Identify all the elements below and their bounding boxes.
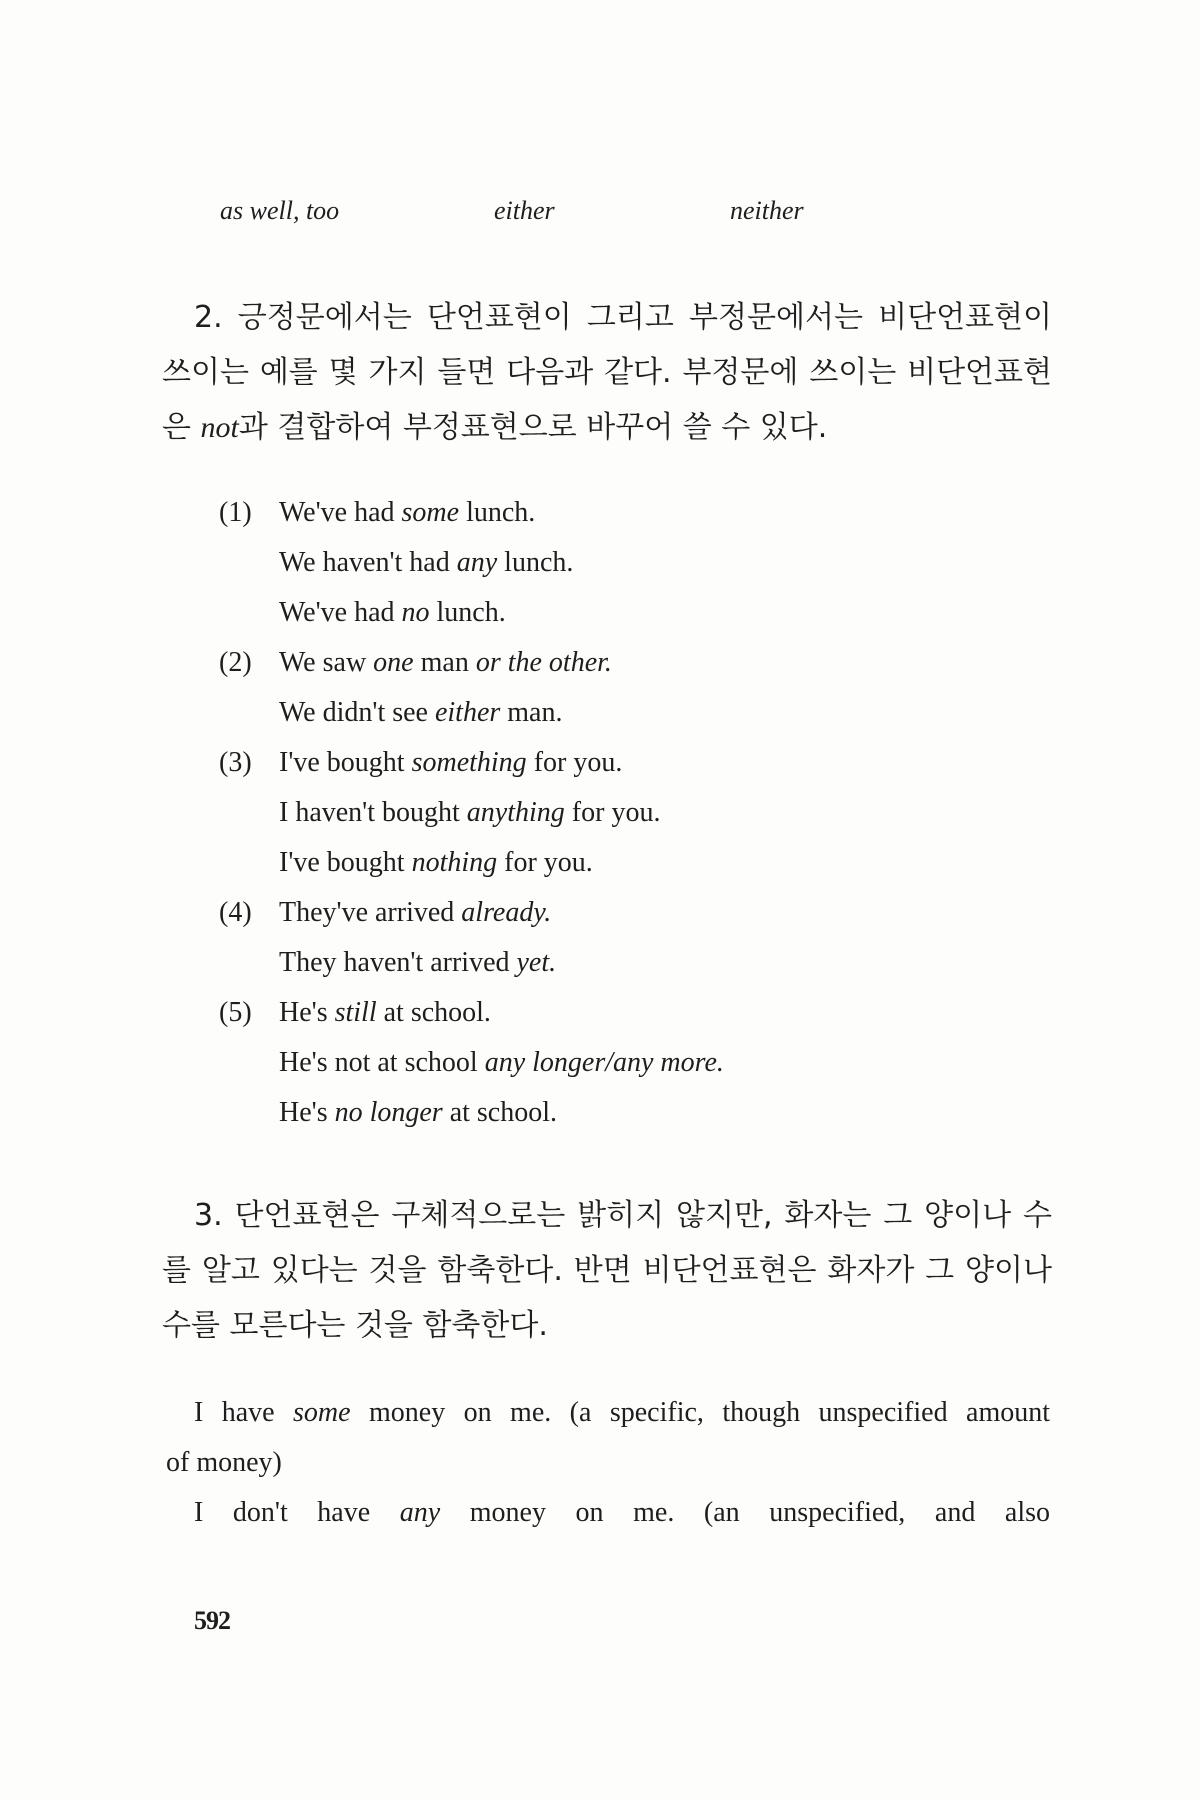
example-line xyxy=(219,788,1019,838)
example-line xyxy=(219,588,1019,638)
term-either: either xyxy=(494,196,555,225)
example-sentence: We've had some lunch. xyxy=(279,497,536,528)
example-line xyxy=(219,638,1019,688)
example-sentence: We saw one man or the other. xyxy=(279,647,612,678)
example-line xyxy=(219,738,1019,788)
example-sentence: I haven't bought anything for you. xyxy=(279,797,661,828)
term-neither: neither xyxy=(730,196,804,225)
example-sentence: We haven't had any lunch. xyxy=(279,547,574,578)
example-line xyxy=(219,1088,1019,1138)
example-sentence: I've bought something for you. xyxy=(279,747,623,778)
example-line xyxy=(219,838,1019,888)
example-number: (1) xyxy=(219,497,252,528)
example-number: (4) xyxy=(219,897,252,928)
example-number: (2) xyxy=(219,647,252,678)
example-sentence: He's still at school. xyxy=(279,997,491,1028)
example-number: (3) xyxy=(219,747,252,778)
example-sentence: I've bought nothing for you. xyxy=(279,847,593,878)
english-example-paragraph xyxy=(166,1388,1050,1538)
example-sentence: We didn't see either man. xyxy=(279,697,563,728)
section-3-text: 3. 단언표현은 구체적으로는 밝히지 않지만, 화자는 그 양이나 수를 알고 있다는 것을 함축한다. 반면 비단언표현은 화자가 그 양이나 수를 모른다는 것을 함축한다. xyxy=(162,1198,1052,1343)
example-line xyxy=(219,988,1019,1038)
english-line: of money) xyxy=(166,1447,282,1478)
term-as-well-too: as well, too xyxy=(220,196,340,225)
section-3-paragraph xyxy=(162,1188,1052,1353)
example-number: (5) xyxy=(219,997,252,1028)
example-sentence: We've had no lunch. xyxy=(279,597,506,628)
example-list xyxy=(219,488,1019,1138)
example-sentence: He's not at school any longer/any more. xyxy=(279,1047,724,1078)
example-line xyxy=(219,888,1019,938)
page-number: 592 xyxy=(194,1606,230,1635)
example-line xyxy=(219,938,1019,988)
terms-row xyxy=(220,196,940,236)
example-line xyxy=(219,488,1019,538)
english-line: I don't have any money on me. (an unspecified, and also xyxy=(194,1497,1050,1528)
example-line xyxy=(219,688,1019,738)
section-2-paragraph xyxy=(162,290,1052,455)
english-line: I have some money on me. (a specific, though unspecified amount xyxy=(194,1397,1050,1428)
example-sentence: He's no longer at school. xyxy=(279,1097,558,1128)
section-2-rest: 과 결합하여 부정표현으로 바꾸어 쓸 수 있다. xyxy=(238,410,828,445)
example-line xyxy=(219,538,1019,588)
section-2-not-word: not xyxy=(200,411,239,444)
example-sentence: They've arrived already. xyxy=(279,897,552,928)
section-2-intro: 2. 긍정문에서는 단언표현이 그리고 부정문에서는 비단언표현이 쓰이는 예를 몇 가지 들면 다음과 같다. 부정문에 쓰이는 비단언표현은 xyxy=(162,300,1052,445)
example-sentence: They haven't arrived yet. xyxy=(279,947,557,978)
example-line xyxy=(219,1038,1019,1088)
